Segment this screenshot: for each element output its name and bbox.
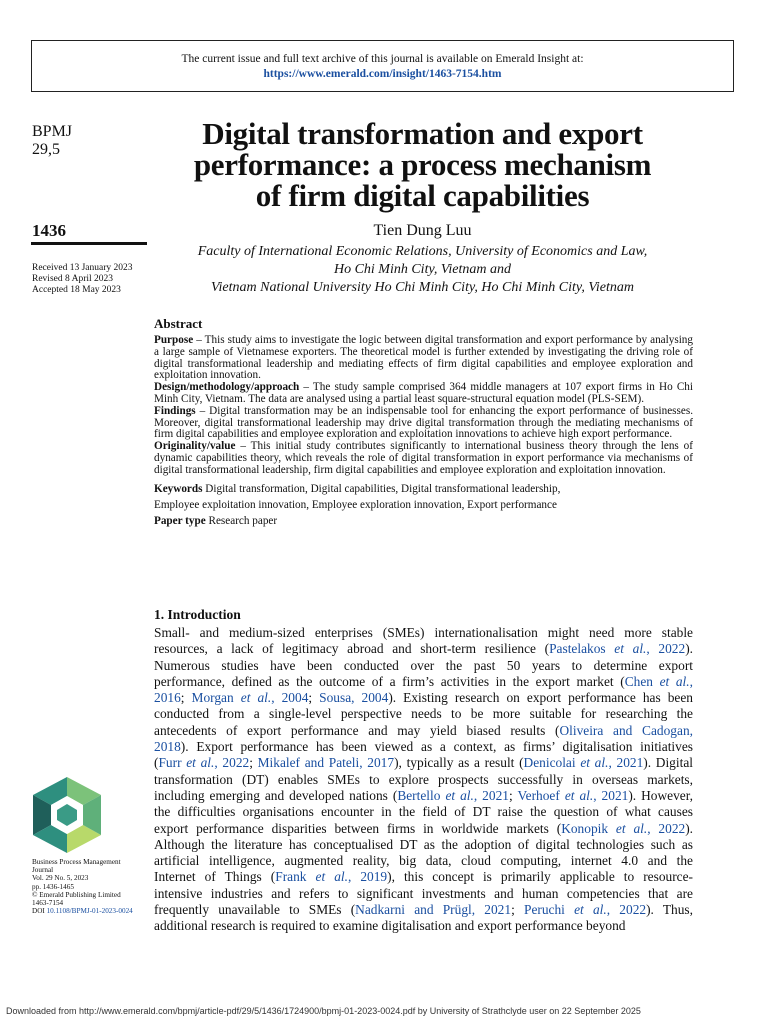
journal-logo-icon — [31, 775, 103, 855]
journal-abbreviation — [32, 123, 72, 159]
citation-link[interactable]: et al. — [445, 787, 474, 803]
body-text: Internet of Things ( — [154, 869, 276, 885]
design-text: – The study sample comprised 364 middle managers at 107 export firms in Ho Chi Minh City, Vietnam. The data are analysed using a partial least square-structural equation model (PLS-SEM). — [154, 381, 693, 405]
body-text-line — [154, 804, 693, 820]
title-line: Digital transformation and export — [202, 116, 643, 151]
citation-link[interactable]: Oliveira and Cadogan, — [559, 722, 693, 738]
citation-link[interactable]: Pastelakos — [549, 641, 615, 657]
introduction-heading: 1. Introduction — [154, 607, 241, 622]
pubinfo-doi — [32, 907, 144, 915]
doi-label: DOI — [32, 907, 45, 916]
citation-link[interactable]: et al. — [564, 787, 594, 803]
abstract-section — [154, 316, 693, 529]
purpose-label: Purpose — [154, 334, 194, 346]
doi-link[interactable]: 10.1108/BPMJ-01-2023-0024 — [46, 907, 133, 916]
body-text: ; — [508, 787, 518, 803]
citation-link[interactable]: Verhoef — [517, 787, 565, 803]
findings-text: – Digital transformation may be an indispensable tool for enhancing the export performance of businesses. Moreover, digital transformational leadership may drive digital transformation through the mediating mechanisms of firm digital capabilities and employee exploration and exploitation innovations to achieve high export performance. — [154, 404, 693, 441]
body-text: ; — [249, 755, 258, 771]
margin-divider — [31, 242, 147, 245]
body-text: antecedents of export performance and may yield biased results ( — [154, 722, 560, 738]
body-text-line — [154, 772, 693, 788]
body-text-line — [154, 837, 693, 853]
purpose-text: – This study aims to investigate the logic between digital transformation and export performance by analysing a large sample of Vietnamese exporters. The theoretical model is further extended by investigating the driving role of digital transformational leadership and mediating effects of firm digital capabilities and employee exploration and exploitation innovation. — [154, 334, 693, 382]
originality-label: Originality/value — [154, 440, 236, 453]
body-text-line — [154, 886, 693, 902]
citation-link[interactable]: Sousa, 2004 — [319, 690, 389, 706]
body-text: frequently unavailable to SMEs ( — [154, 902, 356, 918]
body-text-line — [154, 755, 693, 771]
journal-volume: 29,5 — [32, 141, 60, 158]
abstract-findings — [154, 406, 693, 441]
keywords — [154, 481, 693, 513]
body-text: ). Digital — [643, 755, 693, 771]
body-text: export performance disparities between firms in worldwide markets ( — [154, 820, 562, 836]
keywords-label: Keywords — [154, 482, 203, 495]
paper-type — [154, 513, 693, 529]
citation-link[interactable]: , 2021 — [593, 787, 629, 803]
body-text-line — [154, 674, 693, 690]
abstract-design — [154, 382, 693, 406]
citation-link[interactable]: Frank — [275, 869, 316, 885]
body-text: ( — [154, 755, 159, 771]
body-text: ). However, — [628, 787, 694, 803]
body-text-line — [154, 853, 693, 869]
body-text-line — [154, 918, 693, 934]
body-text: including emerging and developed nations ( — [154, 787, 398, 803]
keywords-text-1: Digital transformation, Digital capabilities, Digital transformational leadership, — [202, 482, 561, 495]
citation-link[interactable]: Nadkarni and Prügl, 2021 — [355, 902, 512, 918]
journal-name: BPMJ — [32, 123, 73, 140]
body-text: the difficulties organisations encounter in the field of DT raise the question of what causes — [154, 804, 693, 820]
body-text: ; — [511, 902, 524, 918]
body-text-line — [154, 625, 693, 641]
introduction-body — [154, 625, 693, 935]
citation-link[interactable]: , 2019 — [347, 869, 388, 885]
citation-link[interactable]: , 2022 — [606, 902, 647, 918]
revised-date: Revised 8 April 2023 — [32, 274, 114, 284]
pubinfo-volume: Vol. 29 No. 5, 2023 — [32, 874, 89, 883]
citation-link[interactable]: et al. — [659, 673, 690, 689]
body-text: artificial intelligence, augmented reality, big data, cloud computing, internet 4.0 and the — [154, 853, 693, 869]
citation-link[interactable]: Mikalef and Pateli, 2017 — [257, 755, 395, 771]
body-text: intensive industries and refers to significant investments and human competencies that are — [154, 885, 693, 901]
body-text: Numerous studies have been conducted over the past 50 years to determine export — [154, 657, 693, 673]
author-affiliation — [160, 243, 685, 297]
journal-url-link[interactable]: https://www.emerald.com/insight/1463-7154.htm — [263, 68, 502, 80]
citation-link[interactable]: Denicolai — [523, 755, 581, 771]
paper-title — [150, 118, 695, 211]
body-text-line — [154, 902, 693, 918]
pubinfo-issn: 1463-7154 — [32, 899, 64, 908]
submission-dates — [32, 263, 133, 296]
accepted-date: Accepted 18 May 2023 — [32, 285, 121, 295]
body-text: ), typically as a result ( — [394, 755, 524, 771]
body-text: performance, defined as the outcome of a firm’s activities in the export market ( — [154, 673, 625, 689]
citation-link[interactable]: et al. — [580, 755, 609, 771]
citation-link[interactable]: et al. — [614, 641, 647, 657]
body-text-line — [154, 739, 693, 755]
abstract-heading: Abstract — [154, 316, 203, 331]
affiliation-line: Vietnam National University Ho Chi Minh City, Ho Chi Minh City, Vietnam — [211, 280, 634, 295]
body-text-line — [154, 641, 693, 657]
body-text: transformation (DT) enables SMEs to explore prospects successfully in overseas markets, — [154, 771, 693, 787]
citation-link[interactable]: , 2021 — [473, 787, 509, 803]
citation-link[interactable]: Furr — [158, 755, 187, 771]
body-text-line — [154, 869, 693, 885]
body-text: resources, a lack of legitimacy abroad and short-term resilience ( — [154, 641, 550, 657]
citation-link[interactable]: Morgan — [191, 690, 241, 706]
body-text: ). Thus, — [646, 902, 693, 918]
citation-link[interactable]: , — [689, 673, 693, 689]
pubinfo-journal-cont: Journal — [32, 866, 54, 875]
citation-link[interactable]: 2016 — [154, 690, 181, 706]
archive-notice-text: The current issue and full text archive of this journal is available on Emerald Insight at: — [181, 53, 584, 65]
body-text: Although the literature has conceptualised DT as the adoption of digital technologies such as — [154, 836, 693, 852]
title-line: performance: a process mechanism — [193, 147, 652, 182]
abstract-originality — [154, 441, 693, 476]
citation-link[interactable]: Konopik — [561, 820, 616, 836]
paper-type-label: Paper type — [154, 514, 206, 527]
body-text: ). — [685, 820, 694, 836]
originality-text: – This initial study contributes significantly to international business theory through the lens of dynamic capabilities theory, which reveals the role of digital transformation in export performance via mechanisms of digital transformational leadership, firm digital capabilities and employee exploration and exploitation innovation. — [154, 440, 693, 476]
body-text: Small- and medium-sized enterprises (SMEs) internationalisation might need more stable — [154, 625, 693, 640]
body-text-line — [154, 821, 693, 837]
abstract-purpose — [154, 335, 693, 382]
body-text: ). — [685, 641, 693, 657]
body-text-line — [154, 723, 693, 739]
body-text: ; — [180, 690, 192, 706]
received-date: Received 13 January 2023 — [32, 263, 133, 273]
body-text: ). Export performance has been viewed as a context, as firms’ digitalisation initiatives — [180, 739, 693, 755]
affiliation-line: Ho Chi Minh City, Vietnam and — [333, 262, 512, 277]
citation-link[interactable]: et al. — [574, 902, 607, 918]
pubinfo-pages: pp. 1436-1465 — [32, 882, 74, 891]
pubinfo-journal: Business Process Management — [32, 858, 121, 866]
citation-link[interactable]: et al. — [240, 690, 272, 706]
body-text: additional research is required to examine digitalisation and export performance beyond — [154, 918, 626, 934]
keywords-line-1 — [154, 481, 693, 497]
page-number: 1436 — [32, 221, 66, 240]
body-text: ; — [308, 690, 320, 706]
affiliation-line: Faculty of International Economic Relations, University of Economics and Law, — [197, 244, 648, 259]
body-text: ). Existing research on export performance has been — [388, 690, 693, 706]
citation-link[interactable]: et al. — [615, 820, 648, 836]
pubinfo-copyright: © Emerald Publishing Limited — [32, 890, 121, 899]
citation-link[interactable]: , 2022 — [646, 641, 686, 657]
keywords-text-2: Employee exploitation innovation, Employee exploration innovation, Export performance — [154, 498, 557, 511]
citation-link[interactable]: et al. — [315, 869, 348, 885]
citation-link[interactable]: , 2022 — [647, 820, 686, 836]
title-line: of firm digital capabilities — [255, 178, 590, 213]
body-text: conducted from a single-level perspective needs to be more suitable for researching the — [154, 706, 693, 722]
author-name: Tien Dung Luu — [373, 222, 472, 239]
citation-link[interactable]: , 2021 — [608, 755, 644, 771]
publication-info — [32, 858, 144, 915]
body-text-line — [154, 706, 693, 722]
body-text-line — [154, 690, 693, 706]
journal-archive-notice — [31, 40, 734, 92]
citation-link[interactable]: , 2004 — [271, 690, 309, 706]
findings-label: Findings — [154, 404, 196, 417]
design-label: Design/methodology/approach — [154, 381, 300, 394]
download-footer: Downloaded from http://www.emerald.com/bpmj/article-pdf/29/5/1436/1724900/bpmj-01-2023-0024.pdf by University of Strathclyde user on 22 September 2025 — [6, 1006, 641, 1016]
body-text: ), this concept is primarily applicable to resource- — [387, 869, 694, 885]
body-text-line — [154, 788, 693, 804]
citation-link[interactable]: Bertello — [397, 787, 446, 803]
citation-link[interactable]: Chen — [624, 673, 660, 689]
citation-link[interactable]: et al. — [186, 755, 215, 771]
citation-link[interactable]: , 2022 — [214, 755, 250, 771]
citation-link[interactable]: Peruchi — [524, 902, 575, 918]
paper-type-value: Research paper — [205, 514, 278, 527]
citation-link[interactable]: 2018 — [154, 739, 181, 755]
body-text-line — [154, 658, 693, 674]
